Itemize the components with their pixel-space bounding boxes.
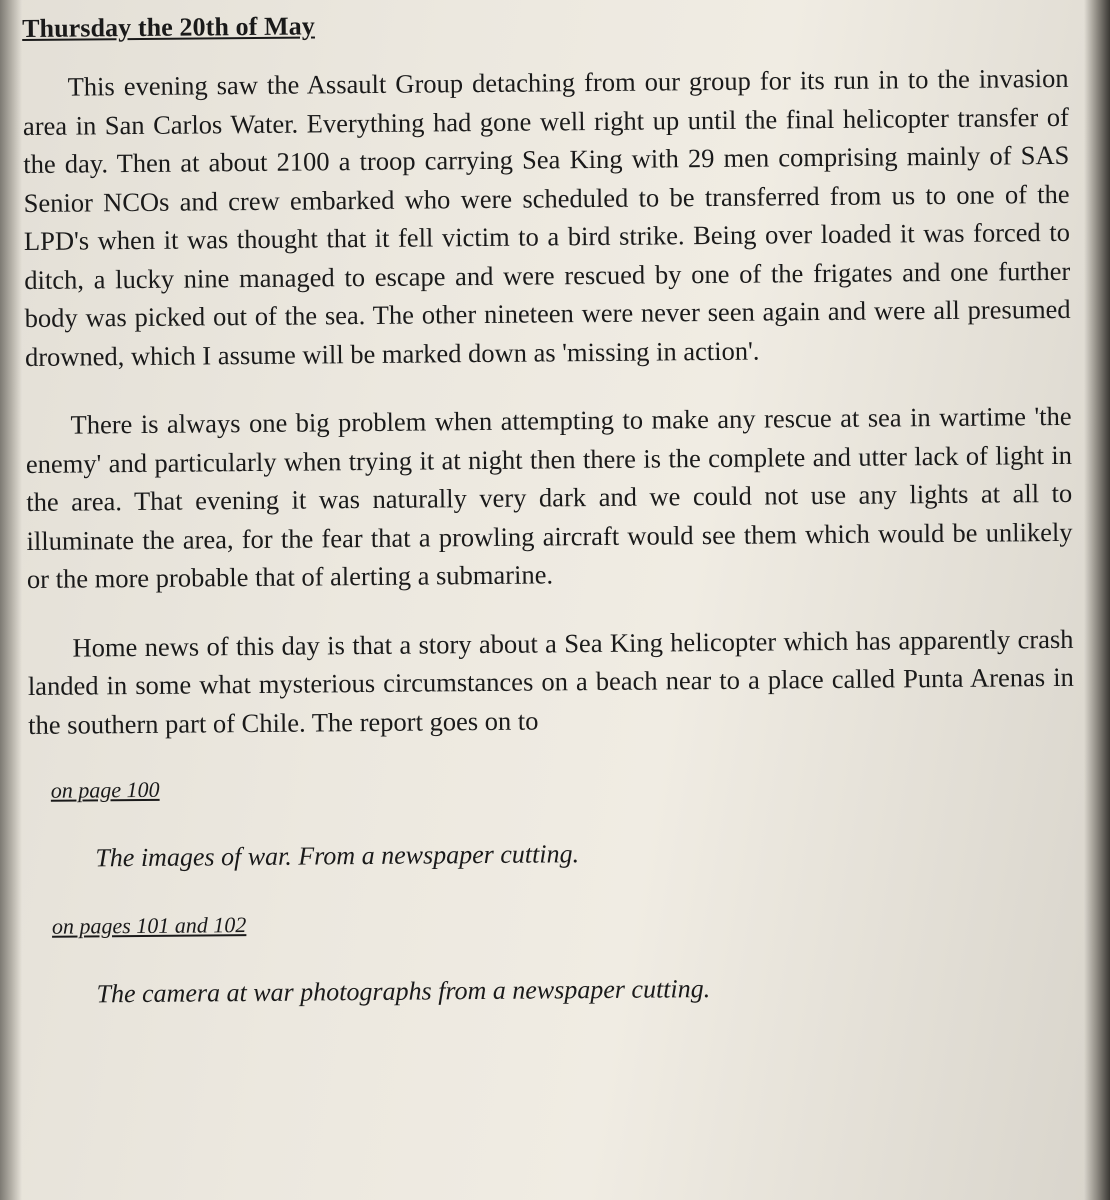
caption-text-camera-at-war: The camera at war photographs from a newspaper cutting.	[96, 974, 711, 1009]
paragraph-rescue-problem: There is always one big problem when attempting to make any rescue at sea in wartime 'the enemy' and particularly when trying it at night then there is the complete and utter lack of light in the area. That evening it was naturally very dark and we could not use any lights at all to illuminate the area, for the fear that a prowling aircraft would see them which would be unlikely or the more probable that of alerting a submarine.	[25, 400, 1073, 594]
paragraph-home-news: Home news of this day is that a story about a Sea King helicopter which has apparently crash landed in some what mysterious circumstances on a beach near to a place called Punta Arenas in the southern part of Chile. The report goes on to	[27, 623, 1074, 740]
page-content	[22, 5, 1077, 1050]
page-gutter-shadow	[0, 0, 22, 1200]
page-edge-shadow	[1084, 0, 1110, 1200]
caption-label-pages-101-102: on pages 101 and 102	[51, 912, 247, 939]
caption-label-page-100: on page 100	[50, 776, 160, 803]
date-heading: Thursday the 20th of May	[22, 11, 316, 43]
caption-text-images-of-war: The images of war. From a newspaper cutting.	[95, 839, 580, 873]
paragraph-assault-group: This evening saw the Assault Group detaching from our group for its run in to the invasion area in San Carlos Water. Everything had gone well right up until the final helicopter transfer of the day. Then at about 2100 a troop carrying Sea King with 29 men comprising mainly of SAS Senior NCOs and crew embarked who were scheduled to be transferred from us to one of the LPD's when it was thought that it fell victim to a bird strike. Being over loaded it was forced to ditch, a lucky nine managed to escape and were rescued by one of the frigates and one further body was picked out of the sea. The other nineteen were never seen again and were all presumed drowned, which I assume will be marked down as 'missing in action'.	[22, 62, 1071, 372]
